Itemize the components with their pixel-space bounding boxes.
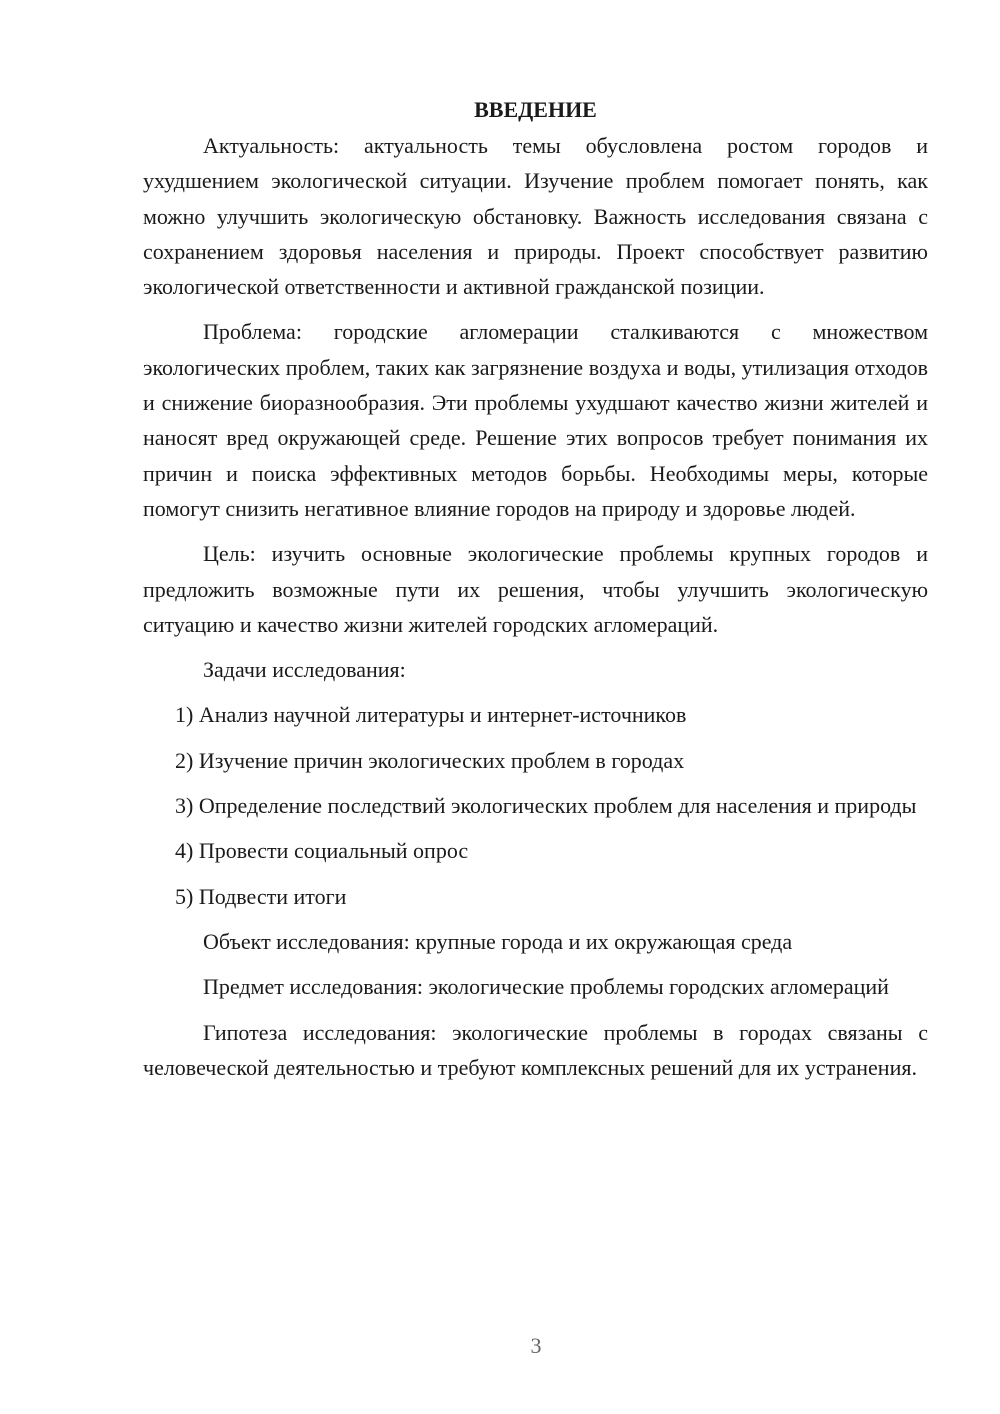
task-item-3: 3) Определение последствий экологических проблем для населения и природы <box>175 793 917 819</box>
tasks-heading: Задачи исследования: <box>203 657 406 683</box>
hypothesis-paragraph: Гипотеза исследования: экологические проблемы в городах связаны с человеческой деятельностью и требуют комплексных решений для их устранения. <box>143 1019 928 1080</box>
subject-paragraph: Предмет исследования: экологические проблемы городских агломераций <box>203 974 889 1000</box>
task-item-5: 5) Подвести итоги <box>175 883 347 909</box>
page-number: 3 <box>530 1333 542 1358</box>
section-title: ВВЕДЕНИЕ <box>474 97 597 122</box>
task-item-4: 4) Провести социальный опрос <box>175 838 469 864</box>
problem-paragraph: Проблема: городские агломерации сталкиваются с множеством экологических проблем, таких как загрязнение воздуха и воды, утилизация отходов и снижение биоразнообразия. Эти проблемы ухудшают качество жизни жителей и наносят вред окружающей среде. Решение этих вопросов требует понимания их причин и поиска эффективных методов борьбы. Необходимы меры, которые помогут снизить негативное влияние городов на природу и здоровье людей. <box>143 319 928 521</box>
goal-paragraph: Цель: изучить основные экологические проблемы крупных городов и предложить возможные пути их решения, чтобы улучшить экологическую ситуацию и качество жизни жителей городских агломераций. <box>143 541 928 637</box>
task-item-1: 1) Анализ научной литературы и интернет-источников <box>175 702 687 728</box>
task-item-2: 2) Изучение причин экологических проблем в городах <box>175 747 685 773</box>
document-page <box>143 92 928 1095</box>
object-paragraph: Объект исследования: крупные города и их окружающая среда <box>203 928 793 954</box>
relevance-paragraph: Актуальность: актуальность темы обусловлена ростом городов и ухудшением экологической ситуации. Изучение проблем помогает понять, как можно улучшить экологическую обстановку. Важность исследования связана с сохранением здоровья населения и природы. Проект способствует развитию экологической ответственности и активной гражданской позиции. <box>143 133 928 300</box>
